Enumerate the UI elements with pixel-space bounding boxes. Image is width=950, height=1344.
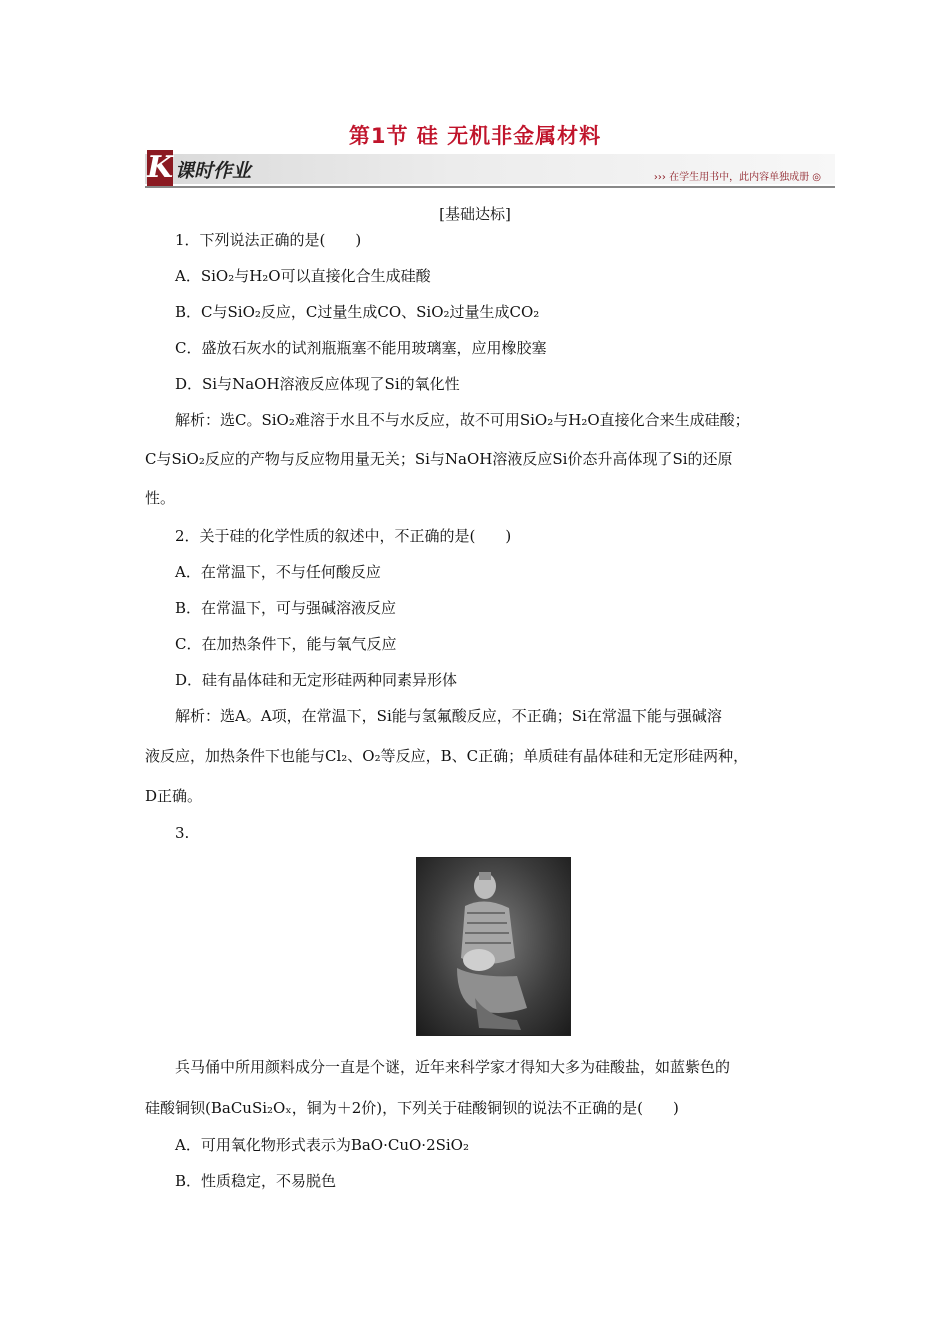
- section-banner: [145, 150, 835, 190]
- q2-option-d: D．硅有晶体硅和无定形硅两种同素异形体: [175, 671, 458, 689]
- page-title: 第1节 硅 无机非金属材料: [348, 124, 602, 148]
- q1-option-a: A．SiO₂与H₂O可以直接化合生成硅酸: [175, 267, 431, 285]
- q1-analysis-line1: 解析：选C。SiO₂难溶于水且不与水反应，故不可用SiO₂与H₂O直接化合来生成硅酸；: [175, 411, 750, 429]
- q3-option-b: B．性质稳定，不易脱色: [175, 1172, 337, 1190]
- q2-option-a: A．在常温下，不与任何酸反应: [175, 563, 381, 581]
- q1-analysis-line3: 性。: [145, 489, 176, 507]
- q3-number: 3.: [175, 824, 190, 842]
- q2-analysis-line2: 液反应，加热条件下也能与Cl₂、O₂等反应，B、C正确；单质硅有晶体硅和无定形硅两种，: [145, 747, 749, 765]
- k-logo-icon: K: [147, 150, 174, 185]
- q1-option-c: C．盛放石灰水的试剂瓶瓶塞不能用玻璃塞，应用橡胶塞: [175, 339, 547, 357]
- banner-label: 课时作业: [175, 160, 252, 182]
- terracotta-warrior-image: [416, 857, 571, 1036]
- q2-option-b: B．在常温下，可与强碱溶液反应: [175, 599, 397, 617]
- q2-stem: 2．关于硅的化学性质的叙述中，不正确的是( ): [175, 527, 512, 545]
- q2-option-c: C．在加热条件下，能与氧气反应: [175, 635, 397, 653]
- q1-analysis-line2: C与SiO₂反应的产物与反应物用量无关；Si与NaOH溶液反应Si价态升高体现了Si的还原: [145, 450, 733, 468]
- q3-stem-line1: 兵马俑中所用颜料成分一直是个谜，近年来科学家才得知大多为硅酸盐，如蓝紫色的: [175, 1058, 731, 1076]
- banner-underline: [145, 186, 835, 188]
- q1-option-b: B．C与SiO₂反应，C过量生成CO、SiO₂过量生成CO₂: [175, 303, 540, 321]
- q3-stem-line2: 硅酸铜钡(BaCuSi₂Oₓ，铜为＋2价)，下列关于硅酸铜钡的说法不正确的是( ): [145, 1099, 679, 1117]
- banner-note: ››› 在学生用书中，此内容单独成册 ◎: [653, 172, 821, 183]
- kneeling-warrior-icon: [417, 858, 570, 1035]
- q1-stem: 1．下列说法正确的是( ): [175, 231, 362, 249]
- q2-analysis-line1: 解析：选A。A项，在常温下，Si能与氢氟酸反应，不正确；Si在常温下能与强碱溶: [175, 707, 722, 725]
- q1-option-d: D．Si与NaOH溶液反应体现了Si的氧化性: [175, 375, 460, 393]
- q3-option-a: A．可用氧化物形式表示为BaO·CuO·2SiO₂: [175, 1136, 469, 1154]
- q2-analysis-line3: D正确。: [145, 787, 203, 805]
- section-heading: [基础达标]: [439, 205, 511, 223]
